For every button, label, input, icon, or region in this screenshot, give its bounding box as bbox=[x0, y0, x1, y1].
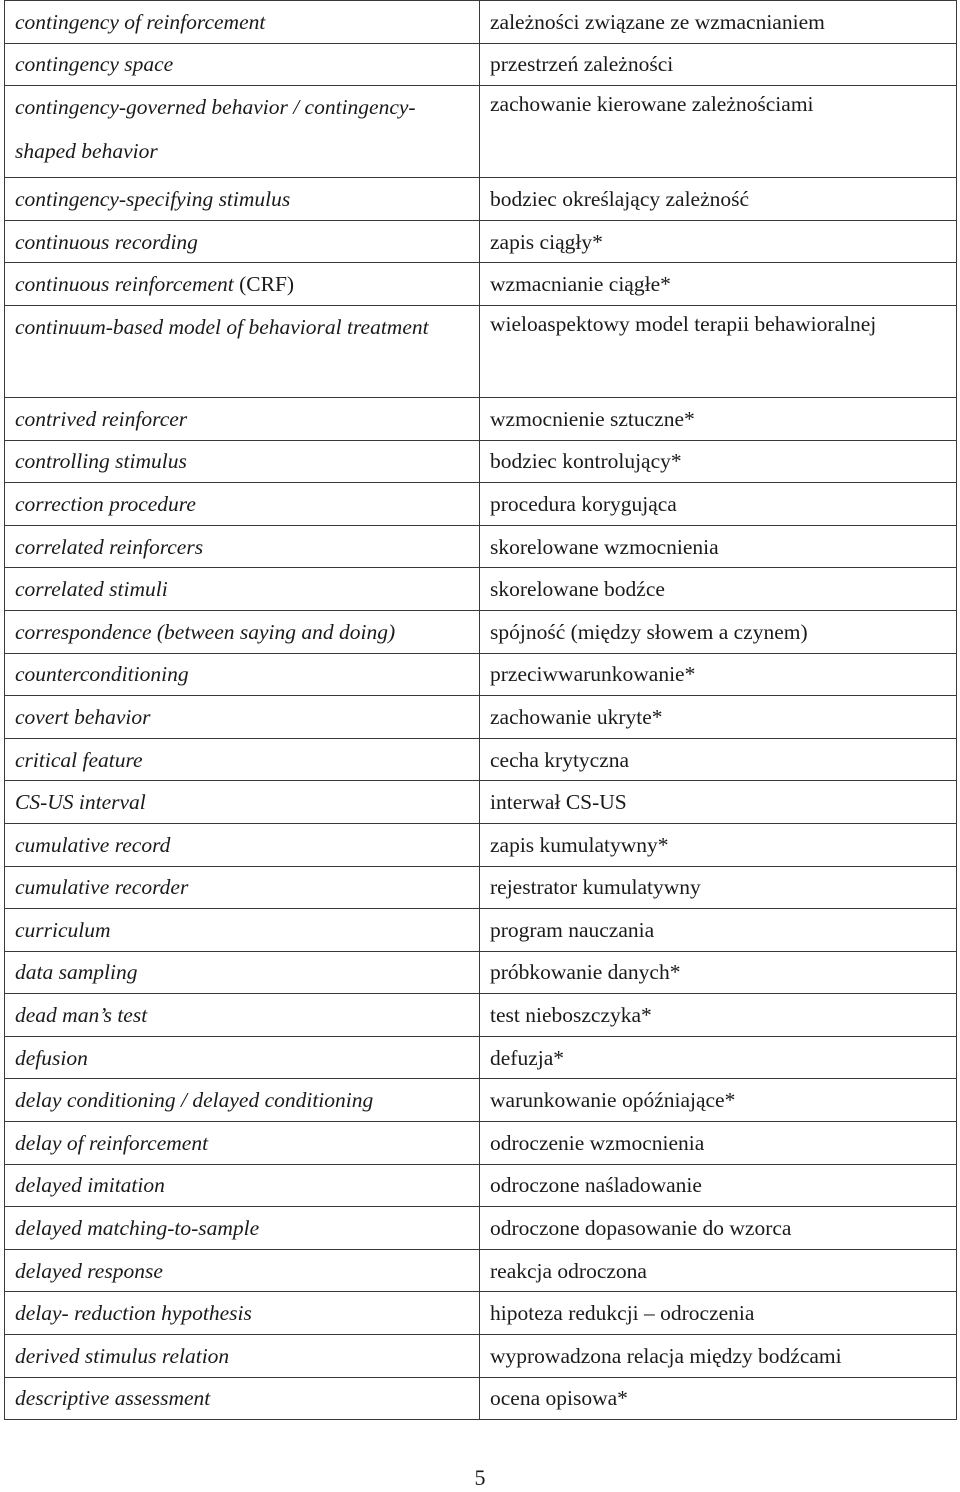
term-polish: przeciwwarunkowanie* bbox=[480, 653, 957, 696]
table-row bbox=[5, 909, 957, 952]
page-number: 5 bbox=[474, 1465, 486, 1490]
term-english: derived stimulus relation bbox=[5, 1335, 480, 1378]
table-row bbox=[5, 653, 957, 696]
term-english: contingency-specifying stimulus bbox=[5, 178, 480, 221]
term-english: controlling stimulus bbox=[5, 440, 480, 483]
term-english-abbreviation: (CRF) bbox=[239, 272, 295, 297]
table-row bbox=[5, 525, 957, 568]
term-english bbox=[5, 263, 480, 306]
table-row bbox=[5, 397, 957, 440]
term-polish: zapis kumulatywny* bbox=[480, 823, 957, 866]
term-english: correspondence (between saying and doing) bbox=[5, 610, 480, 653]
term-english: contrived reinforcer bbox=[5, 397, 480, 440]
table-row bbox=[5, 781, 957, 824]
table-row bbox=[5, 1207, 957, 1250]
term-english: descriptive assessment bbox=[5, 1377, 480, 1420]
term-english: contingency of reinforcement bbox=[5, 1, 480, 44]
term-polish: zachowanie ukryte* bbox=[480, 696, 957, 739]
term-english: continuum-based model of behavioral treatment bbox=[5, 305, 480, 397]
table-row bbox=[5, 1335, 957, 1378]
table-row bbox=[5, 568, 957, 611]
term-polish: próbkowanie danych* bbox=[480, 951, 957, 994]
table-row bbox=[5, 994, 957, 1037]
term-polish: program nauczania bbox=[480, 909, 957, 952]
table-row bbox=[5, 263, 957, 306]
term-english: critical feature bbox=[5, 738, 480, 781]
term-english: covert behavior bbox=[5, 696, 480, 739]
table-row bbox=[5, 1036, 957, 1079]
term-english: correction procedure bbox=[5, 483, 480, 526]
term-english: delay conditioning / delayed conditioning bbox=[5, 1079, 480, 1122]
table-row bbox=[5, 305, 957, 397]
table-row bbox=[5, 220, 957, 263]
term-polish: hipoteza redukcji – odroczenia bbox=[480, 1292, 957, 1335]
term-english: delayed imitation bbox=[5, 1164, 480, 1207]
term-english-main: continuous reinforcement bbox=[15, 272, 234, 297]
table-row bbox=[5, 1122, 957, 1165]
term-polish: zachowanie kierowane zależnościami bbox=[480, 86, 957, 178]
term-english: cumulative recorder bbox=[5, 866, 480, 909]
term-english: cumulative record bbox=[5, 823, 480, 866]
term-polish: skorelowane bodźce bbox=[480, 568, 957, 611]
term-polish: wzmacnianie ciągłe* bbox=[480, 263, 957, 306]
term-english: CS-US interval bbox=[5, 781, 480, 824]
table-row bbox=[5, 1249, 957, 1292]
term-english: contingency space bbox=[5, 43, 480, 86]
table-row bbox=[5, 440, 957, 483]
term-polish: wyprowadzona relacja między bodźcami bbox=[480, 1335, 957, 1378]
term-english: correlated stimuli bbox=[5, 568, 480, 611]
term-english: contingency-governed behavior / contingency-shaped behavior bbox=[5, 86, 480, 178]
term-english: correlated reinforcers bbox=[5, 525, 480, 568]
term-polish: zapis ciągły* bbox=[480, 220, 957, 263]
table-row bbox=[5, 1164, 957, 1207]
term-english: defusion bbox=[5, 1036, 480, 1079]
table-row bbox=[5, 696, 957, 739]
term-polish: warunkowanie opóźniające* bbox=[480, 1079, 957, 1122]
term-english: delay- reduction hypothesis bbox=[5, 1292, 480, 1335]
term-polish: wzmocnienie sztuczne* bbox=[480, 397, 957, 440]
term-polish: odroczenie wzmocnienia bbox=[480, 1122, 957, 1165]
term-english: curriculum bbox=[5, 909, 480, 952]
term-english: dead man’s test bbox=[5, 994, 480, 1037]
term-polish: procedura korygująca bbox=[480, 483, 957, 526]
term-polish: reakcja odroczona bbox=[480, 1249, 957, 1292]
table-row bbox=[5, 483, 957, 526]
term-polish: zależności związane ze wzmacnianiem bbox=[480, 1, 957, 44]
term-polish: interwał CS-US bbox=[480, 781, 957, 824]
term-polish: bodziec kontrolujący* bbox=[480, 440, 957, 483]
term-english: delay of reinforcement bbox=[5, 1122, 480, 1165]
table-row bbox=[5, 1377, 957, 1420]
table-row bbox=[5, 1, 957, 44]
term-polish: wieloaspektowy model terapii behawioralnej bbox=[480, 305, 957, 397]
term-polish: ocena opisowa* bbox=[480, 1377, 957, 1420]
term-english: delayed matching-to-sample bbox=[5, 1207, 480, 1250]
table-row bbox=[5, 1079, 957, 1122]
term-polish: test nieboszczyka* bbox=[480, 994, 957, 1037]
term-polish: spójność (między słowem a czynem) bbox=[480, 610, 957, 653]
table-row bbox=[5, 823, 957, 866]
term-polish: odroczone dopasowanie do wzorca bbox=[480, 1207, 957, 1250]
table-row bbox=[5, 43, 957, 86]
table-row bbox=[5, 866, 957, 909]
term-polish: defuzja* bbox=[480, 1036, 957, 1079]
term-english: continuous recording bbox=[5, 220, 480, 263]
term-polish: odroczone naśladowanie bbox=[480, 1164, 957, 1207]
glossary-table bbox=[4, 0, 957, 1420]
term-polish: rejestrator kumulatywny bbox=[480, 866, 957, 909]
table-row bbox=[5, 1292, 957, 1335]
term-english: data sampling bbox=[5, 951, 480, 994]
term-english: delayed response bbox=[5, 1249, 480, 1292]
table-row bbox=[5, 610, 957, 653]
table-row bbox=[5, 86, 957, 178]
table-row bbox=[5, 951, 957, 994]
term-polish: cecha krytyczna bbox=[480, 738, 957, 781]
term-polish: bodziec określający zależność bbox=[480, 178, 957, 221]
term-english: counterconditioning bbox=[5, 653, 480, 696]
table-row bbox=[5, 178, 957, 221]
term-polish: skorelowane wzmocnienia bbox=[480, 525, 957, 568]
term-polish: przestrzeń zależności bbox=[480, 43, 957, 86]
table-row bbox=[5, 738, 957, 781]
